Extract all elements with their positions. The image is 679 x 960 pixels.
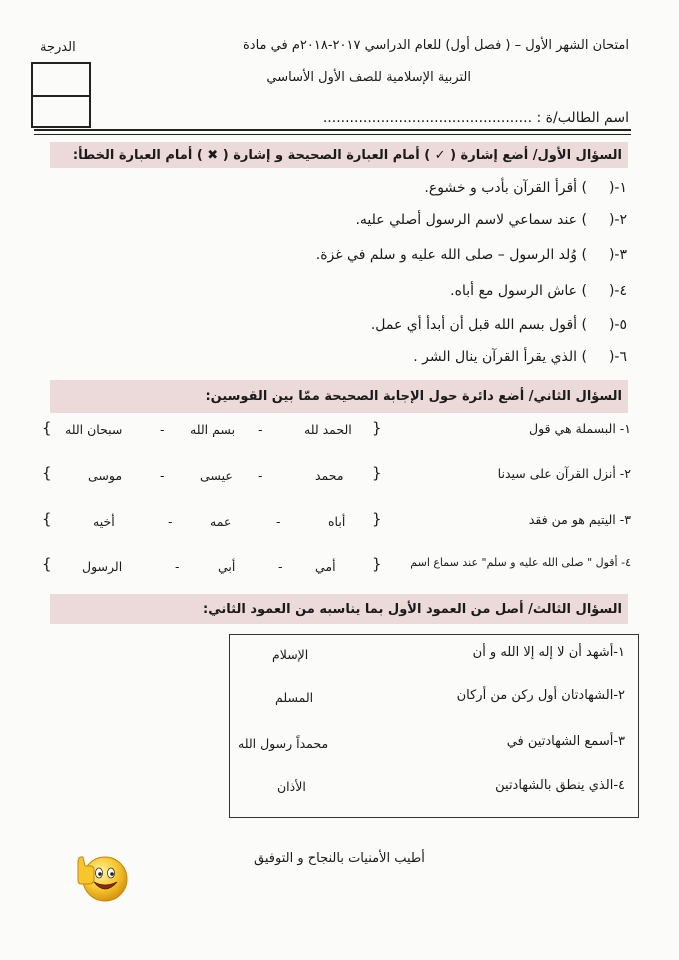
exam-title-line2: التربية الإسلامية للصف الأول الأساسي <box>266 70 471 85</box>
tf-item <box>424 180 627 196</box>
match-right-item[interactable]: الإسلام <box>272 647 309 662</box>
tf-item <box>316 247 627 263</box>
tf-number[interactable]: ٣-( <box>608 247 627 263</box>
mc-option[interactable]: سبحان الله <box>65 422 123 437</box>
thumbs-up-smiley-icon <box>72 846 132 906</box>
tf-item <box>450 283 627 299</box>
tf-number[interactable]: ١-( <box>608 180 627 196</box>
mc-option[interactable]: أمي <box>315 559 336 574</box>
tf-number[interactable]: ٢-( <box>608 212 627 228</box>
mc-option[interactable]: محمد <box>315 468 344 483</box>
mc-option[interactable]: عيسى <box>200 468 233 483</box>
question-2-title: السؤال الثاني/ أضع دائرة حول الإجابة الصحيحة ممّا بين القوسين: <box>50 380 628 413</box>
mc-option[interactable]: عمه <box>210 514 232 529</box>
open-brace: { <box>372 510 382 528</box>
tf-number[interactable]: ٦-( <box>608 349 627 365</box>
header-divider <box>34 129 631 131</box>
open-brace: { <box>372 555 382 573</box>
tf-item <box>371 317 627 333</box>
mc-option[interactable]: أخيه <box>93 514 115 529</box>
open-brace: { <box>372 464 382 482</box>
mc-option[interactable]: أبي <box>218 559 236 574</box>
grade-box[interactable] <box>31 62 91 128</box>
dash: - <box>160 468 165 483</box>
tf-statement: ) وُلد الرسول – صلى الله عليه و سلم في غزة. <box>315 247 587 263</box>
mc-question: ٤- أقول " صلى الله عليه و سلم" عند سماع اسم <box>410 556 631 569</box>
dash: - <box>168 514 173 529</box>
match-left-item[interactable]: ١-أشهد أن لا إله إلا الله و أن <box>472 645 625 660</box>
close-brace: } <box>42 510 52 528</box>
dash: - <box>175 559 180 574</box>
mc-option[interactable]: أباه <box>328 514 346 529</box>
dash: - <box>278 559 283 574</box>
match-right-item[interactable]: الأذان <box>277 779 306 794</box>
tf-statement: ) عند سماعي لاسم الرسول أصلي عليه. <box>355 212 587 228</box>
tf-item <box>413 349 627 365</box>
dash: - <box>160 422 165 437</box>
tf-statement: ) أقرأ القرآن بأدب و خشوع. <box>424 180 587 196</box>
mc-question: ٢- أنزل القرآن على سيدنا <box>497 466 631 481</box>
mc-option[interactable]: الرسول <box>82 559 123 574</box>
tf-number[interactable]: ٥-( <box>608 317 627 333</box>
close-brace: } <box>42 419 52 437</box>
match-right-item[interactable]: محمداً رسول الله <box>238 736 329 751</box>
exam-title-line1: امتحان الشهر الأول – ( فصل أول) للعام الدراسي ٢٠١٧-٢٠١٨م في مادة <box>242 38 629 53</box>
tf-statement: ) الذي يقرأ القرآن ينال الشر . <box>413 349 587 365</box>
mc-option[interactable]: موسى <box>88 468 123 483</box>
match-left-item[interactable]: ٣-أسمع الشهادتين في <box>506 734 625 749</box>
student-name-field[interactable]: اسم الطالب/ة : ............................................... <box>322 110 629 126</box>
mc-option[interactable]: الحمد لله <box>304 422 352 437</box>
match-right-item[interactable]: المسلم <box>275 690 314 705</box>
dash: - <box>258 422 263 437</box>
tf-item <box>355 212 627 228</box>
question-3-title: السؤال الثالث/ أصل من العمود الأول بما يناسبه من العمود الثاني: <box>50 594 628 624</box>
header-divider-thin <box>34 134 631 135</box>
match-left-item[interactable]: ٢-الشهادتان أول ركن من أركان <box>456 688 625 703</box>
open-brace: { <box>372 419 382 437</box>
dash: - <box>276 514 281 529</box>
close-brace: } <box>42 555 52 573</box>
tf-statement: ) عاش الرسول مع أباه. <box>450 283 587 299</box>
mc-option[interactable]: بسم الله <box>190 422 236 437</box>
match-left-item[interactable]: ٤-الذي ينطق بالشهادتين <box>495 778 625 793</box>
close-brace: } <box>42 464 52 482</box>
dash: - <box>258 468 263 483</box>
mc-question: ٣- اليتيم هو من فقد <box>528 512 631 527</box>
question-1-title: السؤال الأول/ أضع إشارة ( ✓ ) أمام العبارة الصحيحة و إشارة ( ✖ ) أمام العبارة الخطأ: <box>50 142 628 168</box>
tf-statement: ) أقول بسم الله قبل أن أبدأ أي عمل. <box>370 317 587 333</box>
grade-label: الدرجة <box>40 40 76 55</box>
tf-number[interactable]: ٤-( <box>608 283 627 299</box>
mc-question: ١- البسملة هي قول <box>529 421 631 436</box>
closing-wish: أطيب الأمنيات بالنجاح و التوفيق <box>254 851 425 866</box>
